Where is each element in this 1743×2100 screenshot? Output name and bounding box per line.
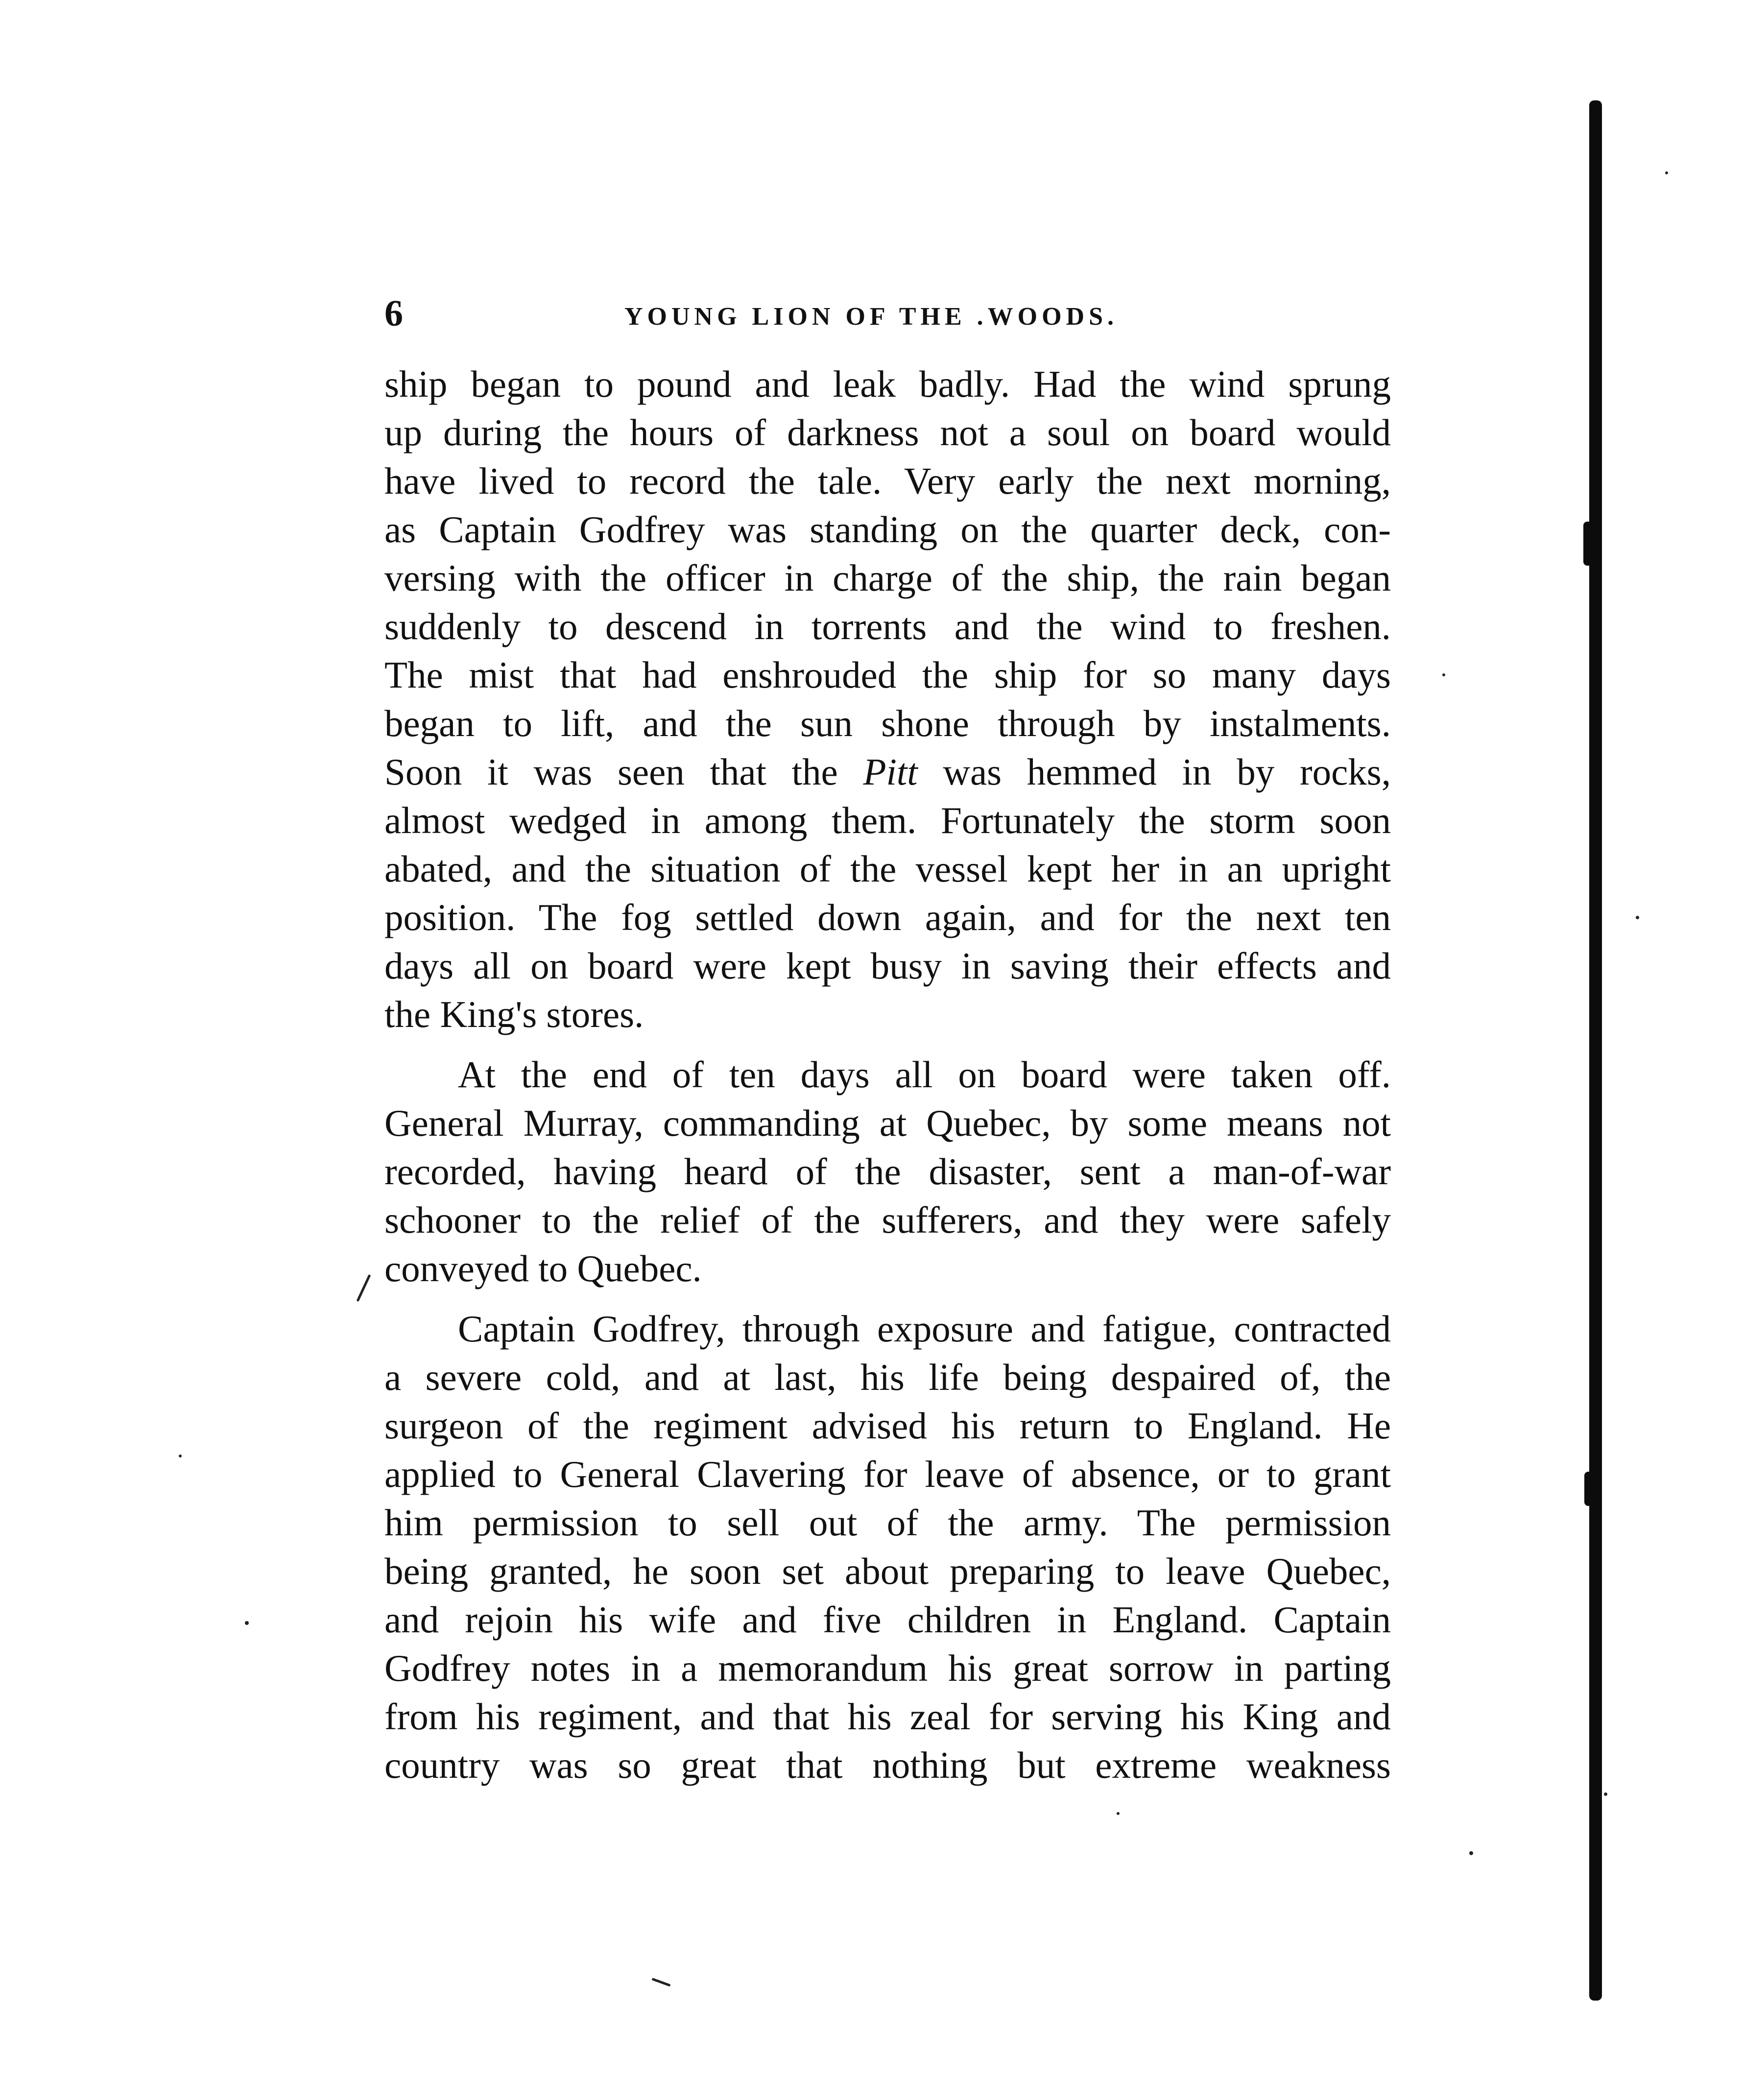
text-line: as Captain Godfrey was standing on the quarter deck, con- xyxy=(384,508,1391,550)
text-line: began to lift, and the sun shone through by instalments. xyxy=(384,702,1391,744)
scan-speck xyxy=(1665,171,1668,174)
text-line: surgeon of the regiment advised his return to England. He xyxy=(384,1405,1391,1447)
text-line: up during the hours of darkness not a soul on board would xyxy=(384,411,1391,453)
text-line: and rejoin his wife and five children in England. Captain xyxy=(384,1599,1391,1641)
text-line: versing with the officer in charge of the ship, the rain began xyxy=(384,557,1391,599)
text-line: applied to General Clavering for leave of absence, or to grant xyxy=(384,1453,1391,1495)
paragraph-2 xyxy=(384,1050,1391,1293)
scan-speck xyxy=(1469,1851,1473,1855)
scan-speck xyxy=(1442,673,1445,676)
text-line: abated, and the situation of the vessel kept her in an upright xyxy=(384,848,1391,890)
text-line: conveyed to Quebec. xyxy=(384,1247,702,1289)
text-line: him permission to sell out of the army. The permission xyxy=(384,1502,1391,1544)
text-line: ship began to pound and leak badly. Had the wind sprung xyxy=(384,363,1391,405)
text-line: being granted, he soon set about preparing to leave Quebec, xyxy=(384,1550,1391,1592)
scan-speck xyxy=(179,1455,182,1457)
scan-speck xyxy=(1117,1812,1120,1815)
scan-speck xyxy=(357,1274,371,1302)
binding-edge xyxy=(1589,100,1602,2001)
text-line: The mist that had enshrouded the ship for so many days xyxy=(384,654,1391,696)
text-segment: was hemmed in by rocks, xyxy=(917,751,1391,793)
text-line: country was so great that nothing but extreme weakness xyxy=(384,1744,1391,1786)
text-line: have lived to record the tale. Very early the next morning, xyxy=(384,460,1391,502)
ship-name-italic: Pitt xyxy=(863,751,918,793)
text-line: position. The fog settled down again, and for the next ten xyxy=(384,896,1391,938)
text-line: Godfrey notes in a memorandum his great sorrow in parting xyxy=(384,1647,1391,1689)
text-line: At the end of ten days all on board were taken off. xyxy=(458,1053,1391,1096)
text-line-with-italic xyxy=(384,748,1391,796)
text-line: the King's stores. xyxy=(384,993,644,1035)
text-line: a severe cold, and at last, his life being despaired of, the xyxy=(384,1356,1391,1398)
scan-speck xyxy=(1604,1792,1607,1796)
text-line: almost wedged in among them. Fortunately the storm soon xyxy=(384,799,1391,841)
body-text xyxy=(384,360,1391,1790)
page-number: 6 xyxy=(384,293,403,334)
scan-speck xyxy=(651,1978,670,1986)
text-line: Captain Godfrey, through exposure and fatigue, contracted xyxy=(458,1308,1391,1350)
running-head: YOUNG LION OF THE .WOODS. xyxy=(624,303,1118,331)
text-line: recorded, having heard of the disaster, sent a man-of-war xyxy=(384,1150,1391,1193)
scan-speck xyxy=(1636,916,1639,919)
paragraph-1 xyxy=(384,360,1391,1039)
text-line: schooner to the relief of the sufferers, and they were safely xyxy=(384,1199,1391,1241)
page-header xyxy=(384,286,1393,340)
text-line: suddenly to descend in torrents and the wind to freshen. xyxy=(384,605,1391,647)
text-line: days all on board were kept busy in saving their effects and xyxy=(384,945,1391,987)
text-line: from his regiment, and that his zeal for serving his King and xyxy=(384,1695,1391,1738)
scan-speck xyxy=(245,1621,249,1625)
text-line: General Murray, commanding at Quebec, by some means not xyxy=(384,1102,1391,1144)
paragraph-3 xyxy=(384,1305,1391,1790)
text-segment: Soon it was seen that the xyxy=(384,751,863,793)
